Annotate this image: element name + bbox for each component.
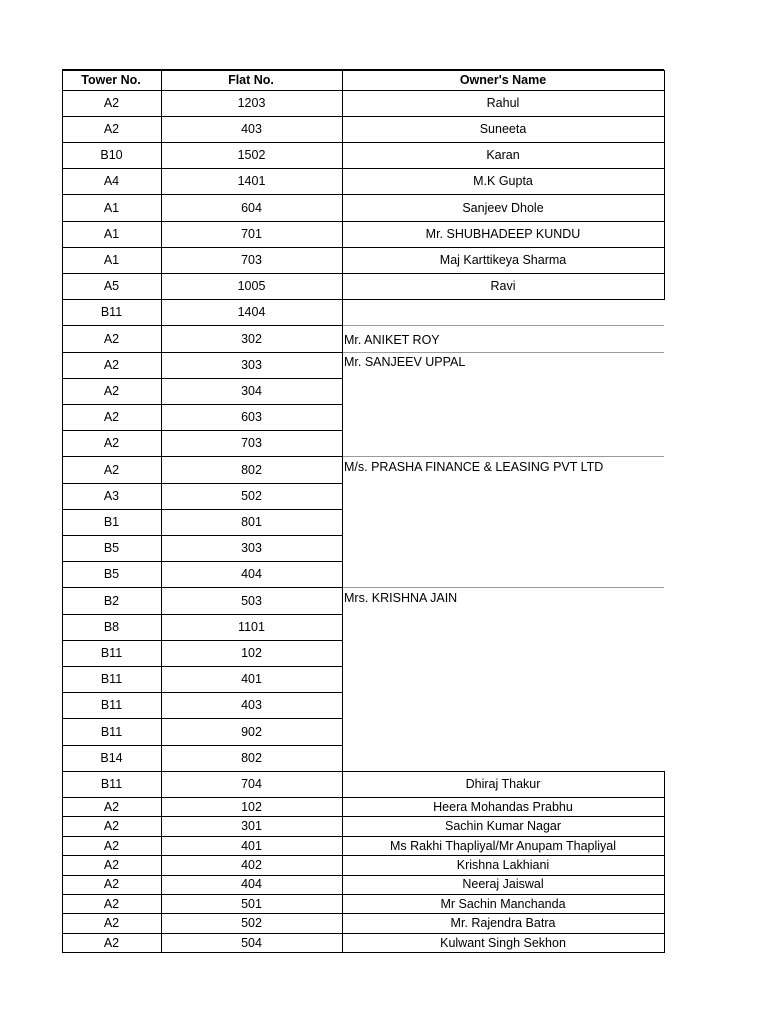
tower-cell: B11 (100, 672, 123, 687)
owner-cell: Kulwant Singh Sekhon (440, 935, 566, 950)
owner-divider (342, 771, 664, 772)
tower-cell: A2 (103, 384, 120, 399)
tower-cell: B10 (100, 148, 123, 163)
flat-cell: 703 (241, 253, 262, 268)
owner-divider (342, 142, 664, 143)
flat-cell: 701 (241, 226, 262, 241)
flat-cell: 603 (241, 410, 262, 425)
owner-cell: Maj Karttikeya Sharma (439, 253, 567, 268)
owner-divider (342, 816, 664, 817)
owner-cell: M/s. PRASHA FINANCE & LEASING PVT LTD (344, 459, 604, 474)
flat-cell: 504 (241, 935, 262, 950)
flat-cell: 303 (241, 357, 262, 372)
tower-cell: B5 (103, 567, 120, 582)
flat-cell: 301 (241, 819, 262, 834)
tower-cell: A2 (103, 331, 120, 346)
owner-divider (342, 836, 664, 837)
flat-cell: 502 (241, 488, 262, 503)
flat-cell: 502 (241, 916, 262, 931)
owner-cell (342, 300, 664, 326)
owner-divider-light (342, 587, 664, 588)
tower-cell: A2 (103, 122, 120, 137)
flat-cell: 304 (241, 384, 262, 399)
owner-divider (342, 168, 664, 169)
owner-divider (342, 797, 664, 798)
col-divider-1 (161, 70, 162, 953)
tower-cell: A2 (103, 877, 120, 892)
owner-divider (342, 221, 664, 222)
owner-cell: Neeraj Jaiswal (462, 877, 544, 892)
tower-cell: A5 (103, 279, 120, 294)
owner-divider-light (342, 352, 664, 353)
tower-cell: A2 (103, 95, 120, 110)
owner-cell: Ms Rakhi Thapliyal/Mr Anupam Thapliyal (389, 838, 617, 853)
owner-divider (342, 273, 664, 274)
tower-cell: A2 (103, 462, 120, 477)
tower-cell: B14 (100, 750, 123, 765)
owner-divider (342, 933, 664, 934)
flat-cell: 1404 (237, 305, 266, 320)
flat-cell: 1401 (237, 174, 266, 189)
flat-cell: 604 (241, 200, 262, 215)
owner-cell: Mrs. KRISHNA JAIN (344, 590, 458, 605)
tower-cell: A1 (103, 200, 120, 215)
header-top-border (62, 69, 664, 71)
row-divider (62, 952, 342, 953)
flat-cell: 303 (241, 541, 262, 556)
tower-cell: A2 (103, 838, 120, 853)
tower-cell: A2 (103, 819, 120, 834)
flat-cell: 801 (241, 515, 262, 530)
flat-cell: 1502 (237, 148, 266, 163)
tower-cell: B2 (103, 593, 120, 608)
flat-cell: 401 (241, 672, 262, 687)
table-bottom-border (342, 952, 664, 953)
tower-cell: A4 (103, 174, 120, 189)
owner-cell: Mr Sachin Manchanda (440, 896, 566, 911)
header-tower: Tower No. (81, 72, 141, 87)
tower-cell: B11 (100, 646, 123, 661)
flat-cell: 802 (241, 750, 262, 765)
left-border (62, 70, 63, 953)
tower-cell: B11 (100, 777, 123, 792)
flat-cell: 102 (241, 646, 262, 661)
flat-cell: 902 (241, 724, 262, 739)
tower-cell: A2 (103, 935, 120, 950)
flat-cell: 404 (241, 567, 262, 582)
flat-cell: 302 (241, 331, 262, 346)
tower-cell: A2 (103, 436, 120, 451)
owner-divider (342, 299, 664, 300)
tower-cell: A2 (103, 410, 120, 425)
owner-cell: Mr. SANJEEV UPPAL (344, 355, 466, 369)
owner-cell: Rahul (486, 95, 520, 110)
header-owner: Owner's Name (459, 72, 547, 87)
owner-cell: Sanjeev Dhole (462, 200, 544, 215)
owner-cell: Mr. Rajendra Batra (450, 916, 556, 931)
tower-cell: A2 (103, 896, 120, 911)
flat-cell: 501 (241, 896, 262, 911)
tower-cell: A1 (103, 253, 120, 268)
owner-cell: Krishna Lakhiani (456, 858, 550, 873)
owner-divider (342, 116, 664, 117)
tower-cell: B11 (100, 698, 123, 713)
owner-divider (342, 875, 664, 876)
owner-cell: M.K Gupta (473, 174, 533, 189)
flat-cell: 1005 (237, 279, 266, 294)
owner-cell: Karan (486, 148, 520, 163)
flat-cell: 401 (241, 838, 262, 853)
owner-cell: Dhiraj Thakur (465, 777, 541, 792)
tower-cell: A2 (103, 916, 120, 931)
flat-cell: 404 (241, 877, 262, 892)
header-flat: Flat No. (228, 72, 274, 87)
owner-divider (342, 894, 664, 895)
right-border-bottom (664, 771, 665, 952)
owner-divider-light (342, 325, 664, 326)
flat-cell: 704 (241, 777, 262, 792)
tower-cell: B5 (103, 541, 120, 556)
tower-cell: A1 (103, 226, 120, 241)
owner-cell: Ravi (490, 279, 516, 294)
flat-cell: 802 (241, 462, 262, 477)
owner-divider-light (342, 456, 664, 457)
flat-cell: 1203 (237, 95, 266, 110)
owner-cell: Sachin Kumar Nagar (444, 819, 562, 834)
flat-cell: 402 (241, 858, 262, 873)
tower-cell: B11 (100, 724, 123, 739)
flat-cell: 503 (241, 593, 262, 608)
owner-divider (342, 913, 664, 914)
owner-cell: Suneeta (479, 122, 527, 137)
flat-cell: 403 (241, 122, 262, 137)
owner-cell: Mr. ANIKET ROY (344, 332, 440, 347)
owner-cell: Mr. SHUBHADEEP KUNDU (425, 226, 581, 241)
tower-cell: A2 (103, 799, 120, 814)
col-divider-2 (342, 70, 343, 953)
tower-cell: B8 (103, 619, 120, 634)
owner-divider (342, 855, 664, 856)
flat-cell: 703 (241, 436, 262, 451)
right-border-top (664, 70, 665, 300)
flat-cell: 1101 (238, 619, 265, 634)
owner-divider (342, 194, 664, 195)
tower-cell: A2 (103, 357, 120, 372)
tower-cell: A2 (103, 858, 120, 873)
flat-cell: 102 (241, 799, 262, 814)
tower-cell: B11 (100, 305, 123, 320)
tower-cell: A3 (103, 488, 120, 503)
owner-divider (342, 247, 664, 248)
tower-cell: B1 (103, 515, 120, 530)
flat-cell: 403 (241, 698, 262, 713)
owner-cell: Heera Mohandas Prabhu (433, 799, 573, 814)
